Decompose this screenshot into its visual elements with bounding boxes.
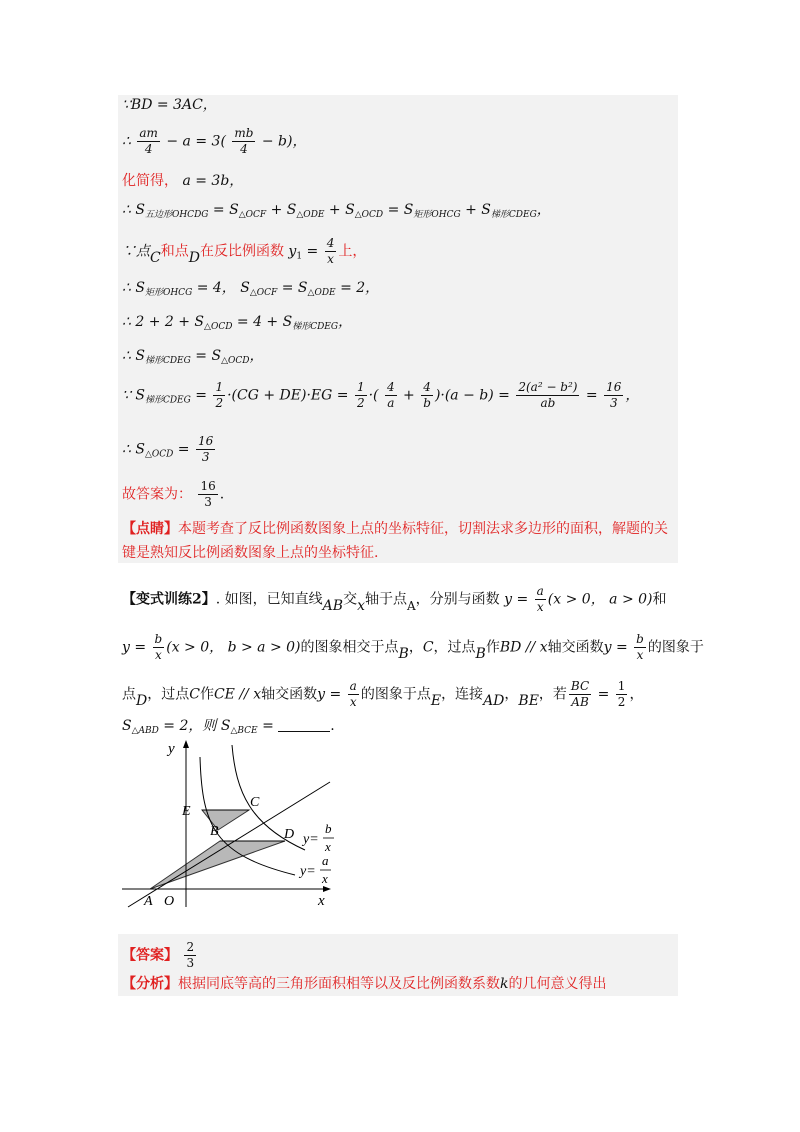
sol-line-9: ∵ $S_{梯形CDEG}$ = $\frac{1}{2}$ ·(CG + DE)·EG = $\frac{1}{2}$ ·( $\frac{4}{a}$ + $\frac{4}{b}$ )·(a − b) = $\frac{\text{2(a² − b²)}}{ab}$ = $\frac{16}{3}$ ， bbox=[122, 380, 640, 410]
analysis-label: 【分析】 bbox=[122, 976, 178, 992]
answer-line bbox=[122, 940, 198, 971]
fraction: $\frac{mb}{4}$ bbox=[234, 126, 254, 156]
sol-line-4: ∴ $S_{五边形OHCDG} = S_{\triangle OCF} + S_{\triangle ODE} + S_{\triangle OCD} = S_{矩形OHCG} + S_{梯形CDEG}$， bbox=[122, 202, 551, 220]
fraction: $\frac{2}{3}$ bbox=[186, 940, 195, 970]
label-curve-a: y= bbox=[300, 864, 316, 879]
fraction: $\frac{a}{x}$ bbox=[349, 679, 357, 709]
comment-label: 【点睛】 bbox=[122, 521, 178, 537]
fraction: $\frac{a}{x}$ bbox=[536, 584, 544, 614]
red-label: 化简得， bbox=[122, 173, 178, 189]
fraction: $\frac{BC}{AB}$ bbox=[570, 679, 590, 709]
problem-line-2: y = $\frac{b}{x}$ (x > 0， b > a > 0)的图象相交于点B，C，过点B作BD // x轴交函数y = $\frac{b}{x}$ 的图象于 bbox=[122, 632, 704, 662]
y-axis-arrow bbox=[183, 740, 189, 748]
sol-line-5: ∵点C和点D在反比例函数 $y_1$ = $\frac{4}{x}$ 上， bbox=[122, 236, 367, 266]
comment-text: 本题考查了反比例函数图象上点的坐标特征，切割法求多边形的面积，解题的关 bbox=[178, 521, 668, 537]
label-a: A bbox=[144, 894, 153, 909]
label-c: C bbox=[250, 795, 260, 810]
text: a = 3b， bbox=[182, 173, 244, 189]
final-answer-line: 故答案为： $\frac{16}{3}$ . bbox=[122, 479, 225, 509]
line-ab bbox=[128, 782, 330, 907]
label-e: E bbox=[182, 804, 191, 819]
problem-line-4: $S_{\triangle ABD} = 2$，则 $S_{\triangle BCE}$ = . bbox=[122, 718, 335, 736]
text: − b)， bbox=[261, 133, 307, 150]
label-curve-a-den: x bbox=[322, 871, 328, 886]
label-o: O bbox=[164, 894, 175, 909]
label-curve-a-num: a bbox=[322, 853, 329, 868]
sol-line-8: ∴ $S_{梯形CDEG} = S_{\triangle OCD}$， bbox=[122, 348, 264, 366]
label-b: B bbox=[210, 824, 219, 839]
text: − a = 3( bbox=[166, 133, 226, 150]
fraction: $\frac{4}{x}$ bbox=[326, 236, 335, 266]
triangle-abd bbox=[150, 841, 285, 889]
fraction: $\frac{b}{x}$ bbox=[154, 632, 163, 662]
hyperbola-figure bbox=[120, 737, 360, 912]
analysis-line: 【分析】根据同底等高的三角形面积相等以及反比例函数系数k的几何意义得出 bbox=[122, 976, 607, 992]
problem-title: 【变式训练2】 bbox=[122, 591, 216, 608]
comment-line-1 bbox=[122, 522, 668, 536]
problem-line-1: 【变式训练2】. 如图，已知直线AB交x轴于点A，分别与函数 y = $\frac{a}{x}$ (x > 0， a > 0)和 bbox=[122, 584, 667, 614]
answer-label: 故答案为： bbox=[122, 486, 192, 503]
sol-line-7: ∴ $2 + 2 + S_{\triangle OCD} = 4 + S_{梯形CDEG}$， bbox=[122, 314, 353, 332]
x-axis-arrow bbox=[323, 886, 331, 892]
label-x: x bbox=[318, 893, 325, 909]
sol-line-6: ∴ $S_{矩形OHCG} = 4$， $S_{\triangle OCF} = S_{\triangle ODE} = 2$， bbox=[122, 280, 380, 298]
fraction: $\frac{b}{x}$ bbox=[636, 632, 644, 662]
fraction: $\frac{16}{3}$ bbox=[198, 434, 214, 464]
answer-label: 【答案】 bbox=[122, 947, 178, 964]
label-y: y bbox=[168, 741, 175, 757]
sol-line-10: ∴ $S_{\triangle OCD}$ = $\frac{16}{3}$ bbox=[122, 434, 214, 464]
fraction: $\frac{16}{3}$ bbox=[200, 479, 216, 509]
analysis-text: 根据同底等高的三角形面积相等以及反比例函数系数 bbox=[178, 976, 500, 992]
fraction: $\frac{16}{3}$ bbox=[606, 380, 622, 410]
text: ∴ bbox=[122, 133, 131, 150]
text: ∵BD = 3AC， bbox=[122, 97, 217, 113]
fraction: $\frac{1}{2}$ bbox=[617, 679, 626, 709]
sol-line-3 bbox=[122, 174, 243, 188]
fraction: $\frac{1}{2}$ bbox=[356, 380, 365, 410]
fraction: $\frac{am}{4}$ bbox=[139, 126, 158, 156]
problem-line-3: 点D，过点C作CE // x轴交函数y = $\frac{a}{x}$ 的图象于点E，连接AD，BE，若 $\frac{BC}{AB}$ = $\frac{1}{2}$ ， bbox=[122, 679, 644, 709]
fraction: $\frac{4}{b}$ bbox=[423, 380, 431, 410]
fraction: $\frac{\text{2(a² − b²)}}{ab}$ bbox=[518, 380, 578, 410]
fraction: $\frac{4}{a}$ bbox=[386, 380, 395, 410]
answer-blank bbox=[278, 719, 330, 732]
sol-line-2 bbox=[122, 126, 306, 157]
label-curve-b-num: b bbox=[325, 821, 332, 836]
comment-line-2: 键是熟知反比例函数图象上点的坐标特征. bbox=[122, 545, 379, 561]
label-curve-b: y= bbox=[303, 832, 319, 847]
sol-line-1 bbox=[122, 98, 217, 112]
label-d: D bbox=[284, 827, 295, 842]
label-curve-b-den: x bbox=[325, 839, 331, 854]
fraction: $\frac{1}{2}$ bbox=[215, 380, 224, 410]
